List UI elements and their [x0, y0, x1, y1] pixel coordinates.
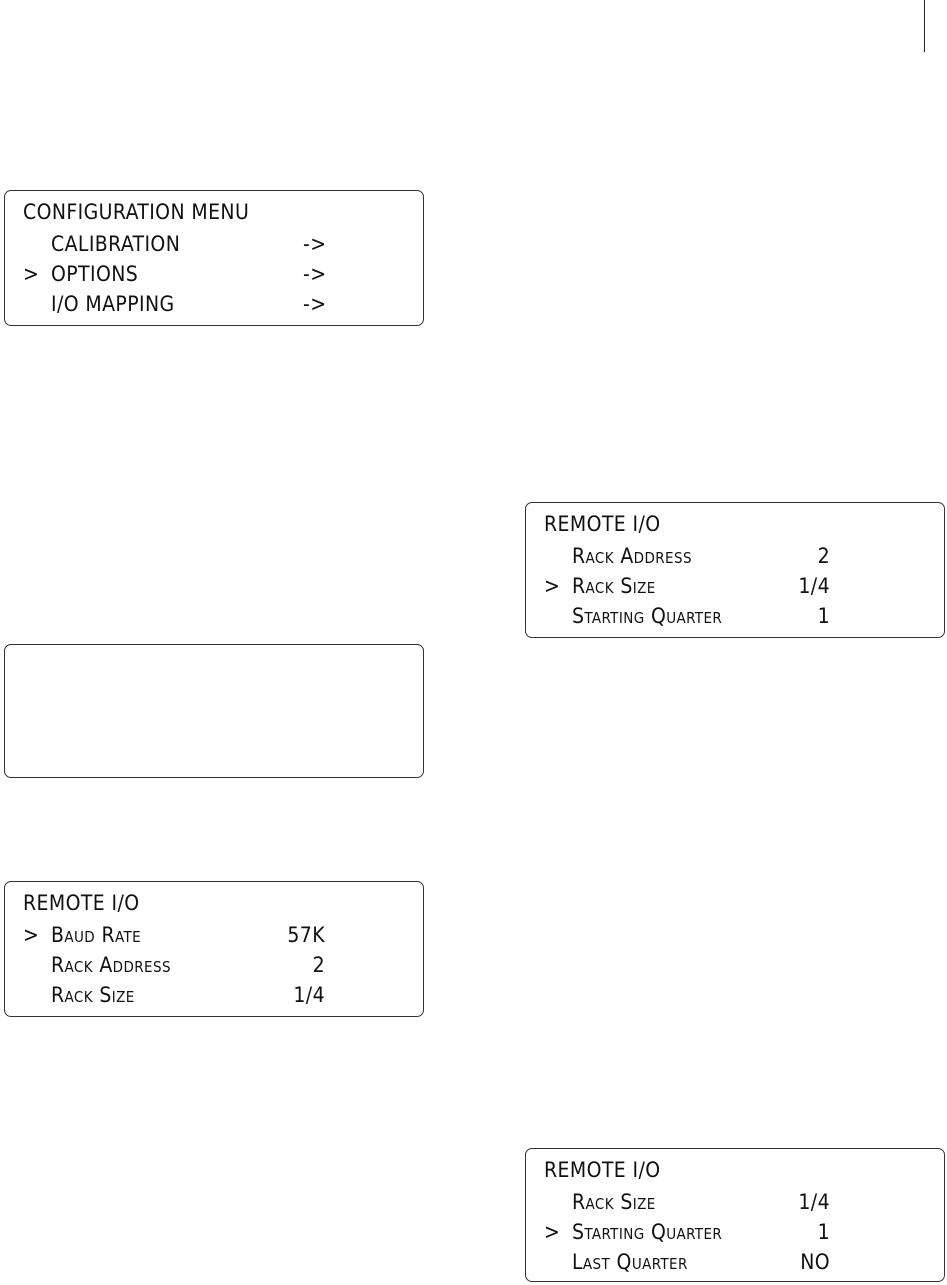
menu-item-calibration[interactable]: CALIBRATION [51, 232, 181, 256]
setting-label-rack-size[interactable]: Rack Size [572, 1190, 656, 1214]
lcd-title: REMOTE I/O [23, 891, 140, 915]
setting-value-rack-address: 2 [817, 544, 830, 568]
menu-item-io-mapping[interactable]: I/O MAPPING [51, 292, 175, 316]
lcd-remote-io-starting-quarter [525, 1148, 945, 1282]
setting-value-starting-quarter: 1 [817, 1220, 830, 1244]
lcd-remote-io-baud [4, 881, 424, 1017]
lcd-title: CONFIGURATION MENU [23, 200, 250, 224]
setting-label-starting-quarter[interactable]: Starting Quarter [572, 1220, 723, 1244]
menu-cursor: > [23, 923, 40, 947]
setting-label-rack-address[interactable]: Rack Address [51, 953, 171, 977]
submenu-arrow-icon: -> [303, 232, 327, 256]
setting-label-rack-size[interactable]: Rack Size [51, 983, 135, 1007]
setting-value-starting-quarter: 1 [817, 604, 830, 628]
menu-cursor: > [544, 574, 561, 598]
lcd-blank-display [4, 644, 424, 778]
setting-value-rack-size: 1/4 [798, 1190, 830, 1214]
lcd-remote-io-rack-size [525, 502, 945, 638]
setting-label-baud-rate[interactable]: Baud Rate [51, 923, 142, 947]
setting-value-baud-rate: 57K [287, 923, 325, 947]
lcd-title: REMOTE I/O [544, 512, 661, 536]
setting-label-rack-address[interactable]: Rack Address [572, 544, 692, 568]
lcd-configuration-menu [4, 190, 424, 326]
setting-value-rack-size: 1/4 [293, 983, 325, 1007]
setting-value-last-quarter: NO [800, 1250, 830, 1274]
menu-item-options[interactable]: OPTIONS [51, 262, 139, 286]
menu-cursor: > [544, 1220, 561, 1244]
setting-value-rack-size: 1/4 [798, 574, 830, 598]
setting-label-last-quarter[interactable]: Last Quarter [572, 1250, 688, 1274]
setting-value-rack-address: 2 [312, 953, 325, 977]
menu-cursor: > [23, 262, 40, 286]
submenu-arrow-icon: -> [303, 262, 327, 286]
lcd-title: REMOTE I/O [544, 1158, 661, 1182]
page-edge-rule [924, 0, 925, 52]
setting-label-starting-quarter[interactable]: Starting Quarter [572, 604, 723, 628]
submenu-arrow-icon: -> [303, 292, 327, 316]
setting-label-rack-size[interactable]: Rack Size [572, 574, 656, 598]
